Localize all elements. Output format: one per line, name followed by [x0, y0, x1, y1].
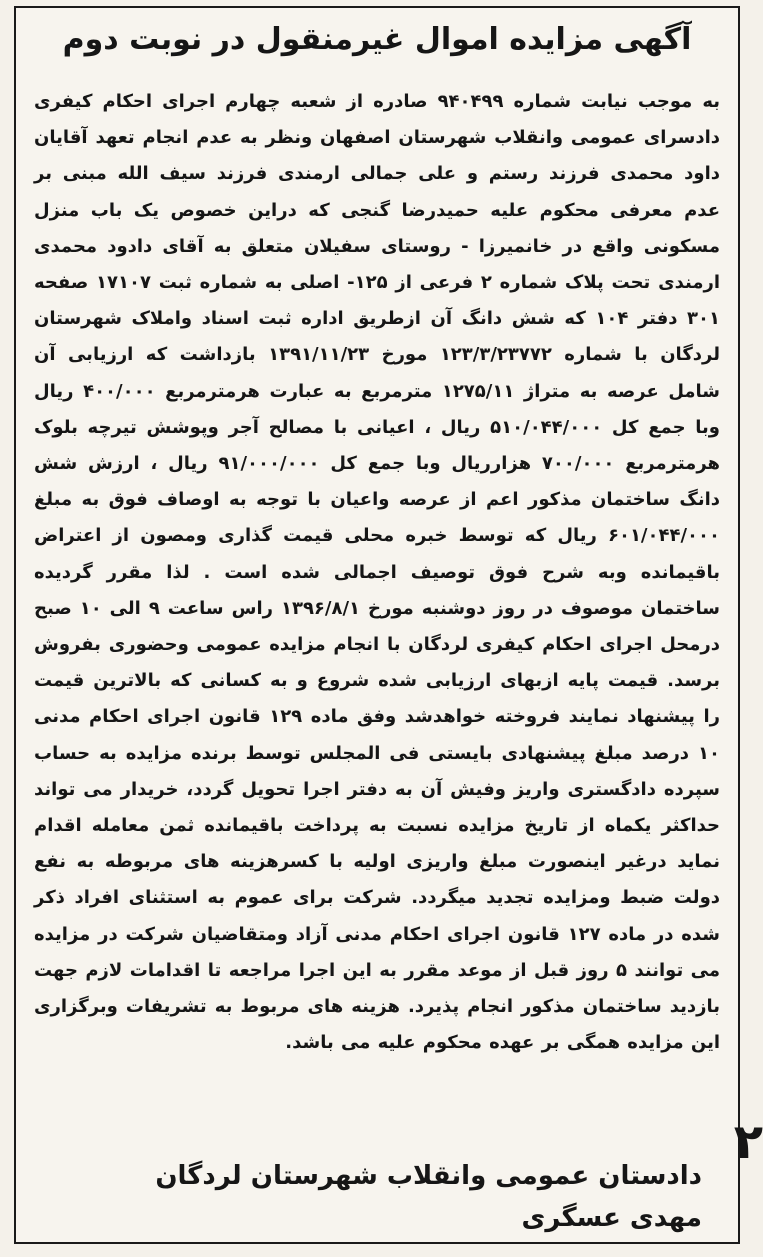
notice-frame — [14, 6, 740, 1244]
notice-body: به موجب نیابت شماره ۹۴۰۴۹۹ صادره از شعبه چهارم اجرای احکام کیفری دادسرای عمومی وانقلاب شهرستان اصفهان ونظر به عدم انجام تعهد آقایان داود محمدی فرزند رستم و علی جمالی ارمندی فرزند سیف الله مبنی بر عدم معرفی محکوم علیه حمیدرضا گنجی که دراین خصوص یک باب منزل مسکونی واقع در خانمیرزا - روستای سفیلان متعلق به آقای دادود محمدی ارمندی تحت پلاک شماره ۲ فرعی از ۱۲۵- اصلی به شماره ثبت ۱۷۱۰۷ صفحه ۳۰۱ دفتر ۱۰۴ که شش دانگ آن ازطریق اداره ثبت اسناد واملاک شهرستان لردگان با شماره ۱۲۳/۳/۲۳۷۷۲ مورخ ۱۳۹۱/۱۱/۲۳ بازداشت که ارزیابی آن شامل عرصه به متراژ ۱۲۷۵/۱۱ مترمربع به عبارت هرمترمربع ۴۰۰/۰۰۰ ریال وبا جمع کل ۵۱۰/۰۴۴/۰۰۰ ریال ، اعیانی با مصالح آجر وپوشش تیرچه بلوک هرمترمربع ۷۰۰/۰۰۰ هزارریال وبا جمع کل ۹۱/۰۰۰/۰۰۰ ریال ، ارزش شش دانگ ساختمان مذکور اعم از عرصه واعیان با توجه به اوصاف فوق به مبلغ ۶۰۱/۰۴۴/۰۰۰ ریال که توسط خبره محلی قیمت گذاری ومصون از اعتراض باقیمانده وبه شرح فوق توصیف اجمالی شده است . لذا مقرر گردیده ساختمان موصوف در روز دوشنبه مورخ ۱۳۹۶/۸/۱ راس ساعت ۹ الی ۱۰ صبح درمحل اجرای احکام کیفری لردگان با انجام مزایده عمومی وحضوری بفروش برسد. قیمت پایه ازبهای ارزیابی شده شروع و به کسانی که بالاترین قیمت را پیشنهاد نمایند فروخته خواهدشد وفق ماده ۱۲۹ قانون اجرای احکام مدنی ۱۰ درصد مبلغ پیشنهادی بایستی فی المجلس توسط برنده مزایده به حساب سپرده دادگستری واریز وفیش آن به دفتر اجرا تحویل گردد، خریدار می تواند حداکثر یکماه از تاریخ مزایده نسبت به پرداخت باقیمانده ثمن معامله اقدام نماید درغیر اینصورت مبلغ واریزی اولیه با کسرهزینه های مربوطه به نفع دولت ضبط ومزایده تجدید میگردد. شرکت برای عموم به استثنای افراد ذکر شده در ماده ۱۲۷ قانون اجرای احکام مدنی آزاد ومتقاضیان شرکت در مزایده می توانند ۵ روز قبل از موعد مقرر به این اجرا مراجعه تا اقدامات لازم جهت بازدید ساختمان مذکور انجام پذیرد. هزینه های مربوط به تشریفات وبرگزاری این مزایده همگی بر عهده محکوم علیه می باشد. — [34, 91, 721, 1054]
notice-footer — [155, 1155, 702, 1239]
signatory-name: مهدی عسگری — [521, 1203, 702, 1233]
notice-title: آگهی مزایده اموال غیرمنقول در نوبت دوم — [62, 22, 692, 57]
issuer-office: دادستان عمومی وانقلاب شهرستان لردگان — [155, 1161, 702, 1191]
side-mark: ۲ — [733, 1114, 763, 1170]
